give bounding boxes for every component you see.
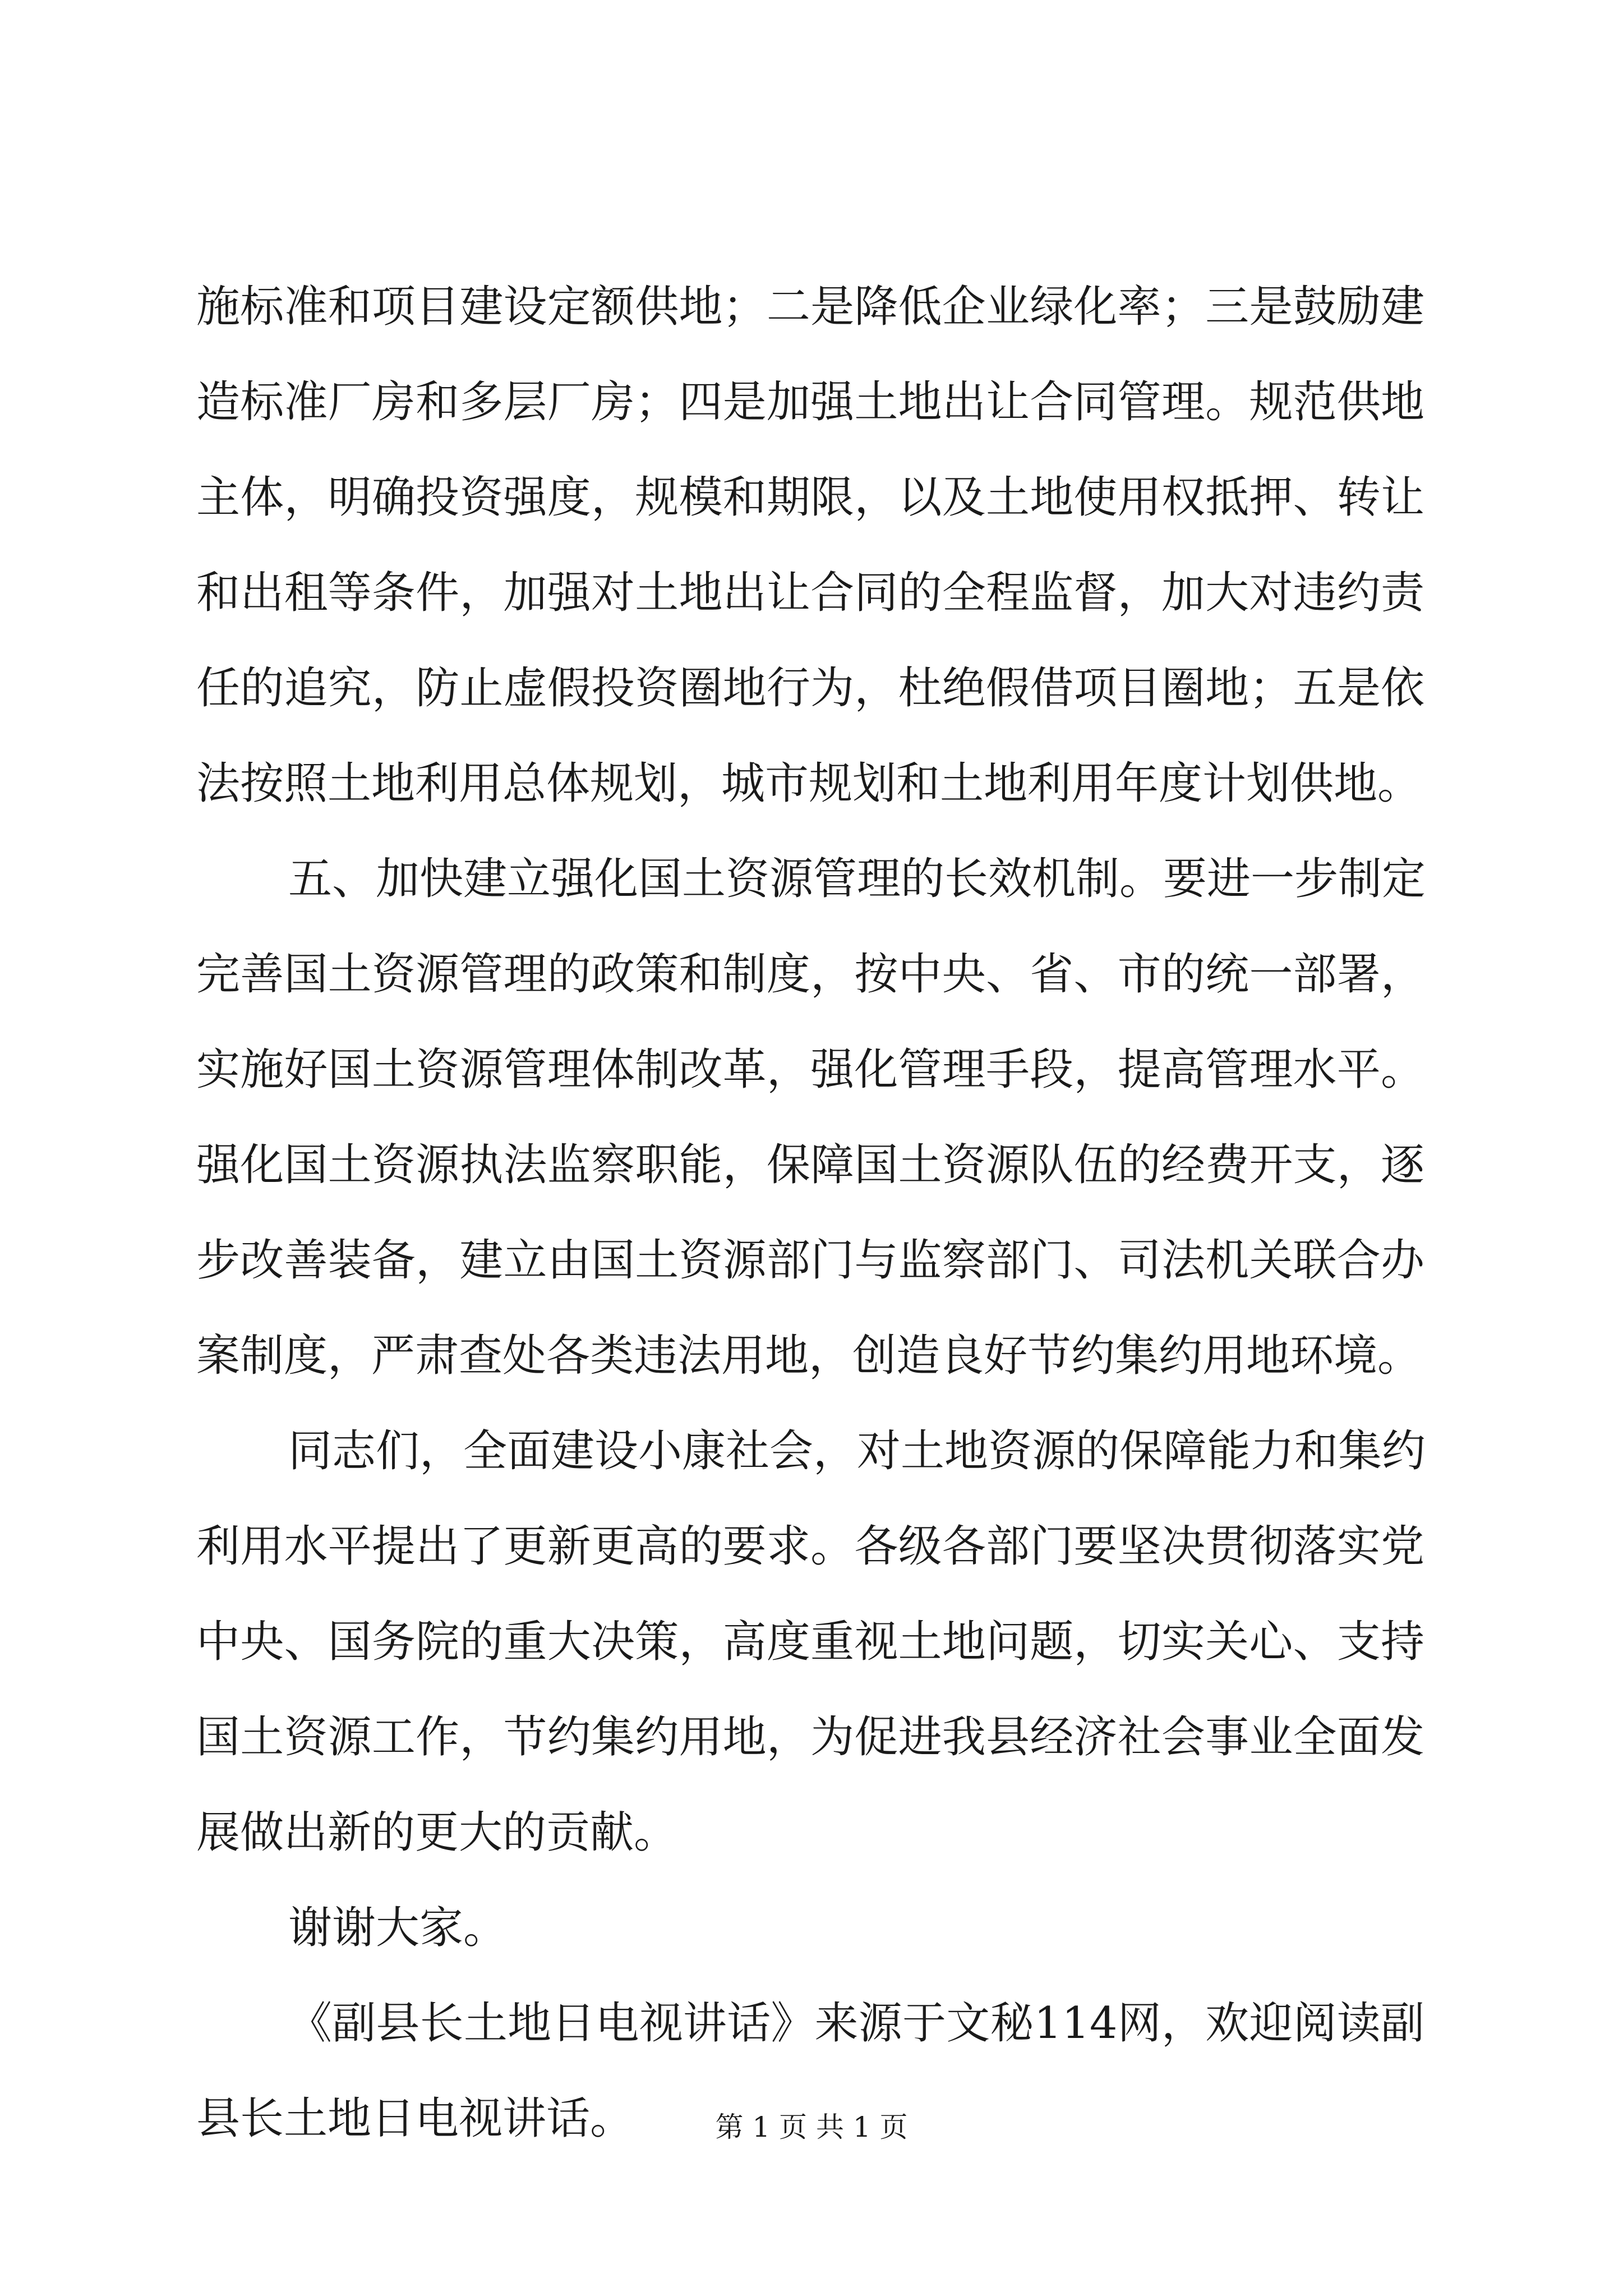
text-line: 任的追究，防止虚假投资圈地行为，杜绝假借项目圈地；五是依 xyxy=(196,663,1424,714)
paragraph xyxy=(196,1880,1424,1976)
paragraph xyxy=(196,831,1424,1404)
text-line: 造标准厂房和多层厂房；四是加强土地出让合同管理。规范供地 xyxy=(196,377,1424,427)
text-line: 和出租等条件，加强对土地出让合同的全程监督，加大对违约责 xyxy=(196,568,1424,618)
page-footer: 第 1 页 共 1 页 xyxy=(715,2111,908,2143)
text-line: 同志们，全面建设小康社会，对土地资源的保障能力和集约 xyxy=(288,1426,1426,1476)
text-line: 县长土地日电视讲话。 xyxy=(196,2093,634,2144)
paragraph xyxy=(196,1404,1424,1880)
text-line: 完善国土资源管理的政策和制度，按中央、省、市的统一部署， xyxy=(196,949,1424,1000)
text-line: 案制度，严肃查处各类违法用地，创造良好节约集约用地环境。 xyxy=(196,1331,1422,1381)
text-line: 实施好国土资源管理体制改革，强化管理手段，提高管理水平。 xyxy=(196,1045,1424,1095)
text-line: 利用水平提出了更新更高的要求。各级各部门要坚决贯彻落实党 xyxy=(196,1521,1424,1572)
text-line: 主体，明确投资强度，规模和期限，以及土地使用权抵押、转让 xyxy=(196,472,1424,523)
text-line: 中央、国务院的重大决策，高度重视土地问题，切实关心、支持 xyxy=(196,1617,1424,1667)
text-line: 施标准和项目建设定额供地；二是降低企业绿化率；三是鼓励建 xyxy=(196,282,1424,332)
text-line: 五、加快建立强化国土资源管理的长效机制。要进一步制定 xyxy=(288,854,1426,904)
text-line: 展做出新的更大的贡献。 xyxy=(196,1807,678,1858)
text-line: 法按照土地利用总体规划，城市规划和土地利用年度计划供地。 xyxy=(196,758,1422,809)
text-line: 谢谢大家。 xyxy=(288,1903,508,1953)
text-line: 《副县长土地日电视讲话》来源于文秘114网，欢迎阅读副 xyxy=(288,1998,1424,2049)
text-line: 步改善装备，建立由国土资源部门与监察部门、司法机关联合办 xyxy=(196,1235,1424,1286)
text-line: 国土资源工作，节约集约用地，为促进我县经济社会事业全面发 xyxy=(196,1712,1424,1763)
paragraph xyxy=(196,259,1424,831)
text-line: 强化国土资源执法监察职能，保障国土资源队伍的经费开支，逐 xyxy=(196,1140,1424,1190)
document-body xyxy=(196,259,1424,2166)
